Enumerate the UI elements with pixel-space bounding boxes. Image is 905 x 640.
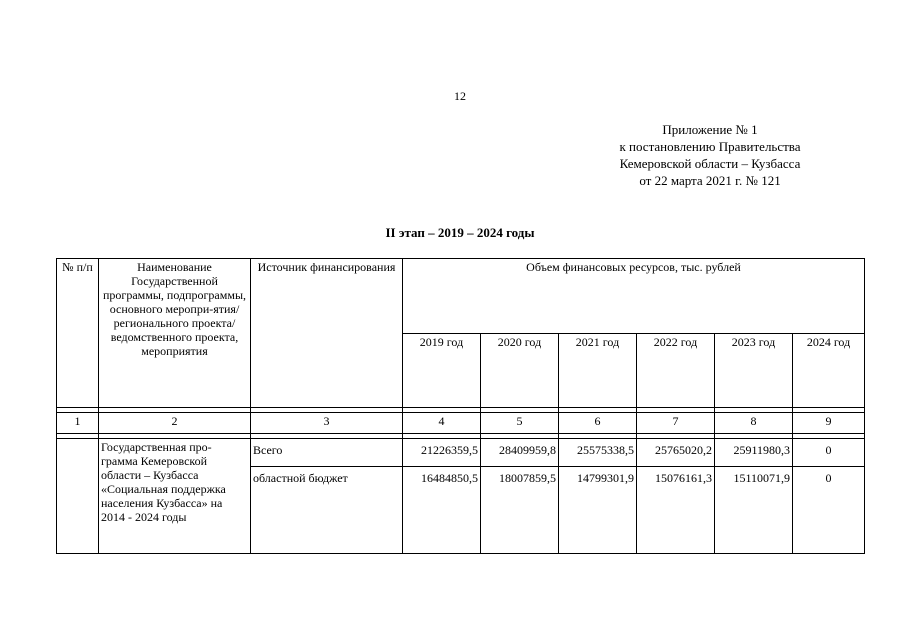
column-number: 6 <box>559 413 637 434</box>
column-number: 1 <box>57 413 99 434</box>
page-number: 12 <box>454 89 466 103</box>
value-cell: 28409959,8 <box>481 439 559 467</box>
header-year-2022: 2022 год <box>637 333 715 408</box>
column-number: 7 <box>637 413 715 434</box>
header-year-2024: 2024 год <box>793 333 865 408</box>
stage-title: II этап – 2019 – 2024 годы <box>385 225 535 240</box>
financing-table <box>56 258 865 554</box>
appendix-line-1: Приложение № 1 <box>662 122 758 137</box>
value-cell: 0 <box>793 439 865 467</box>
value-cell: 16484850,5 <box>403 467 481 554</box>
value-cell: 15076161,3 <box>637 467 715 554</box>
header-volume: Объем финансовых ресурсов, тыс. рублей <box>403 259 865 334</box>
value-cell: 25911980,3 <box>715 439 793 467</box>
header-year-2020: 2020 год <box>481 333 559 408</box>
value-cell: 15110071,9 <box>715 467 793 554</box>
column-number: 9 <box>793 413 865 434</box>
source-label: Всего <box>251 439 403 467</box>
value-cell: 18007859,5 <box>481 467 559 554</box>
source-label: областной бюджет <box>251 467 403 554</box>
header-year-2021: 2021 год <box>559 333 637 408</box>
program-name: Государственная про-грамма Кемеровской области – Кузбасса «Социальная поддержка населения Кузбасса» на 2014 - 2024 годы <box>99 439 251 554</box>
header-row-1 <box>57 259 865 334</box>
header-num: № п/п <box>57 259 99 408</box>
value-cell: 25575338,5 <box>559 439 637 467</box>
value-cell: 14799301,9 <box>559 467 637 554</box>
header-year-2019: 2019 год <box>403 333 481 408</box>
column-number: 2 <box>99 413 251 434</box>
column-number: 5 <box>481 413 559 434</box>
value-cell: 25765020,2 <box>637 439 715 467</box>
table-row <box>57 439 865 467</box>
column-number: 8 <box>715 413 793 434</box>
column-number: 4 <box>403 413 481 434</box>
column-number: 3 <box>251 413 403 434</box>
header-source: Источник финансирования <box>251 259 403 408</box>
header-year-2023: 2023 год <box>715 333 793 408</box>
column-number-row <box>57 413 865 434</box>
value-cell: 21226359,5 <box>403 439 481 467</box>
appendix-line-4: от 22 марта 2021 г. № 121 <box>639 173 781 188</box>
appendix-line-2: к постановлению Правительства <box>619 139 801 154</box>
row-num <box>57 439 99 554</box>
appendix-block <box>600 121 820 189</box>
header-name: Наименование Государственной программы, подпрограммы, основного меропри-ятия/регионального проекта/ ведомственного проекта, мероприятия <box>99 259 251 408</box>
appendix-line-3: Кемеровской области – Кузбасса <box>619 156 801 171</box>
value-cell: 0 <box>793 467 865 554</box>
